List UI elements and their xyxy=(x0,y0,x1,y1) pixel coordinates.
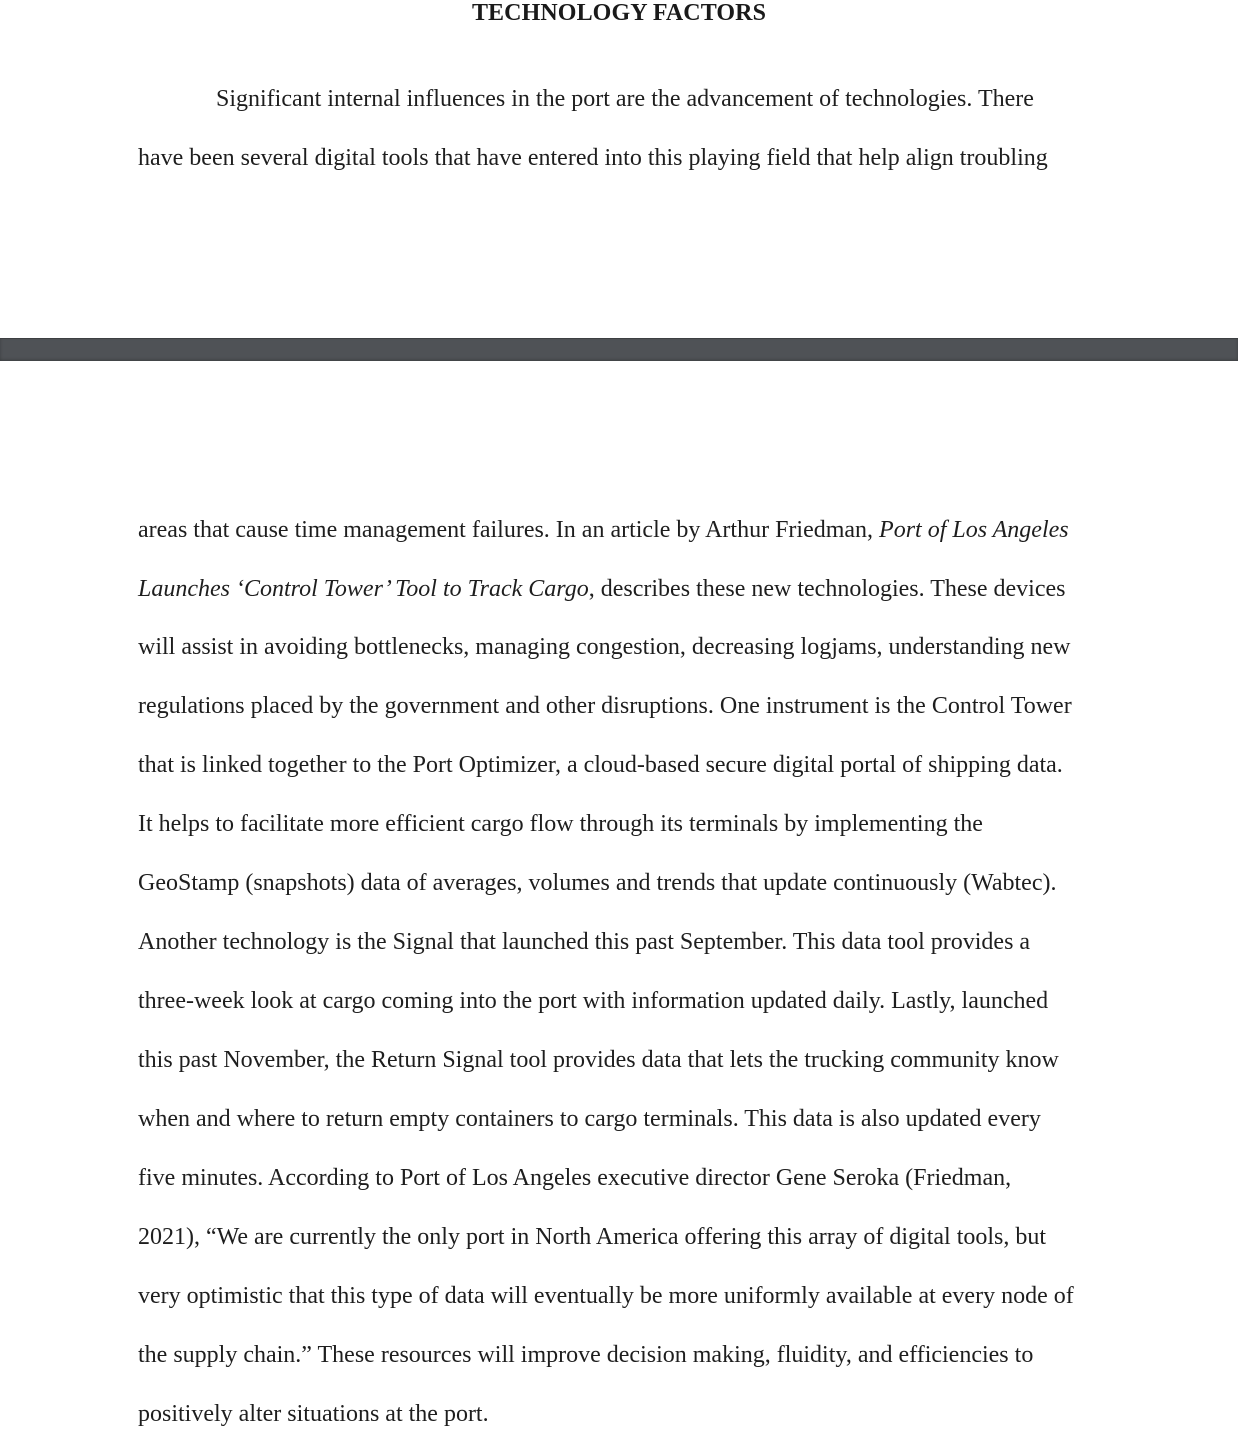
section-heading: TECHNOLOGY FACTORS xyxy=(471,0,767,26)
paragraph-line: that is linked together to the Port Optimizer, a cloud-based secure digital portal of shipping data. xyxy=(138,752,1063,778)
paragraph-line: 2021), “We are currently the only port in North America offering this array of digital tools, but xyxy=(138,1224,1047,1250)
paragraph-line: It helps to facilitate more efficient cargo flow through its terminals by implementing the xyxy=(138,811,983,837)
article-title: Port of Los Angeles xyxy=(879,517,1069,543)
paragraph-line: three-week look at cargo coming into the port with information updated daily. Lastly, launched xyxy=(138,988,1049,1014)
paragraph-line: will assist in avoiding bottlenecks, managing congestion, decreasing logjams, understanding new xyxy=(138,634,1071,660)
paragraph-line: have been several digital tools that have entered into this playing field that help align troubling xyxy=(138,145,1048,171)
page-separator xyxy=(0,338,1238,362)
paragraph-line xyxy=(138,573,1065,605)
document-page xyxy=(0,361,1238,1434)
paragraph-line: very optimistic that this type of data will eventually be more uniformly available at every node of xyxy=(138,1283,1074,1309)
line-text: areas that cause time management failures. In an article by Arthur Friedman, xyxy=(138,517,880,543)
paragraph-line: five minutes. According to Port of Los Angeles executive director Gene Seroka (Friedman, xyxy=(138,1165,1012,1191)
paragraph-line: when and where to return empty containers to cargo terminals. This data is also updated every xyxy=(138,1106,1041,1132)
paragraph-line: the supply chain.” These resources will improve decision making, fluidity, and efficiencies to xyxy=(138,1342,1034,1368)
paragraph-line: this past November, the Return Signal tool provides data that lets the trucking community know xyxy=(138,1047,1059,1073)
line-text: , describes these new technologies. These devices xyxy=(588,576,1066,602)
paragraph-line: Another technology is the Signal that launched this past September. This data tool provides a xyxy=(138,929,1031,955)
paragraph-line: regulations placed by the government and other disruptions. One instrument is the Control Tower xyxy=(138,693,1072,719)
document-page xyxy=(0,0,1238,338)
article-title: Launches ‘Control Tower’ Tool to Track Cargo xyxy=(138,576,589,602)
paragraph-line: positively alter situations at the port. xyxy=(138,1401,489,1427)
paragraph-line xyxy=(138,514,1069,546)
paragraph-line: Significant internal influences in the port are the advancement of technologies. There xyxy=(216,86,1034,112)
paragraph-line: GeoStamp (snapshots) data of averages, volumes and trends that update continuously (Wabtec). xyxy=(138,870,1057,896)
